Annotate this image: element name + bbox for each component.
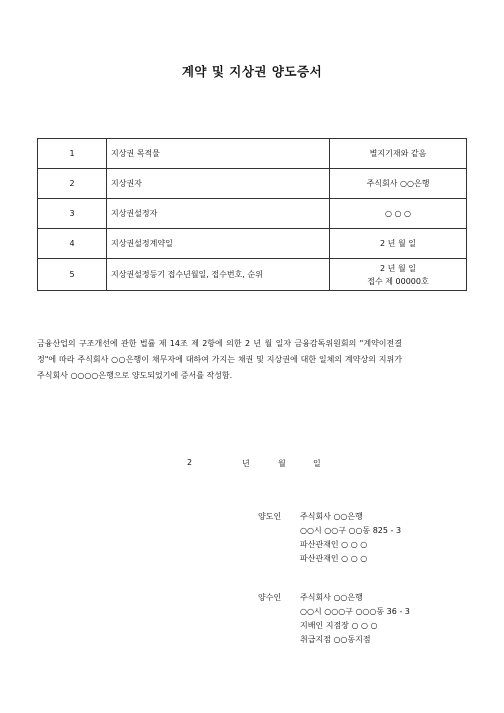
transferee-label: 양수인: [258, 593, 282, 602]
row-number: 2: [38, 169, 107, 199]
body-paragraph: 금융산업의 구조개선에 관한 법률 제 14조 제 2항에 의한 2 년 월 일자 금융감독위원회의 "계약이전결정"에 따라 주식회사 ○○은행이 채무자에 대하여 가지는 채권 및 지상권에 대한 일체의 계약상의 지위가 주식회사 ○○○○은행으로 양도되었기에 증서를 작성함.: [37, 339, 402, 380]
row-value: 별지기재와 같음: [330, 139, 467, 169]
registration-date: 2 년 월 일: [380, 263, 416, 273]
row-value: [330, 259, 467, 291]
details-table: [37, 138, 467, 291]
document-title: 계약 및 지상권 양도증서: [181, 64, 323, 79]
date-year-label: 년: [242, 459, 250, 468]
registration-number: 접수 제 00000호: [367, 276, 429, 286]
transferee-line: 주식회사 ○○은행: [300, 593, 363, 602]
transferee-line: ○○시 ○○○구 ○○○동 36 - 3: [300, 607, 410, 616]
row-number: 1: [38, 139, 107, 169]
date-day-label: 일: [313, 459, 321, 468]
row-value: 주식회사 ○○은행: [330, 169, 467, 199]
row-number: 5: [38, 259, 107, 291]
table-row: [38, 169, 467, 199]
transferor-line: 파산관재인 ○ ○ ○: [300, 540, 368, 549]
date-year: 2: [187, 458, 193, 467]
transferor-line: ○○시 ○○구 ○○동 825 - 3: [300, 526, 402, 535]
table-row: [38, 139, 467, 169]
row-item: 지상권자: [107, 169, 330, 199]
row-item: 지상권설정계약일: [107, 229, 330, 259]
transferor-line: 파산관재인 ○ ○ ○: [300, 554, 368, 563]
date-month-label: 월: [278, 459, 286, 468]
row-item: 지상권설정자: [107, 199, 330, 229]
row-number: 3: [38, 199, 107, 229]
table-row: [38, 259, 467, 291]
table-row: [38, 199, 467, 229]
row-number: 4: [38, 229, 107, 259]
row-item: 지상권설정등기 접수년월일, 접수번호, 순위: [107, 259, 330, 291]
transferor-line: 주식회사 ○○은행: [300, 512, 363, 521]
row-value: ○ ○ ○: [330, 199, 467, 229]
transferor-label: 양도인: [258, 512, 282, 521]
table-row: [38, 229, 467, 259]
row-value: 2 년 월 일: [330, 229, 467, 259]
row-item: 지상권 목적물: [107, 139, 330, 169]
transferee-line: 지배인 지점장 ○ ○ ○: [300, 621, 378, 630]
transferee-line: 취급지점 ○○동지점: [300, 635, 371, 644]
